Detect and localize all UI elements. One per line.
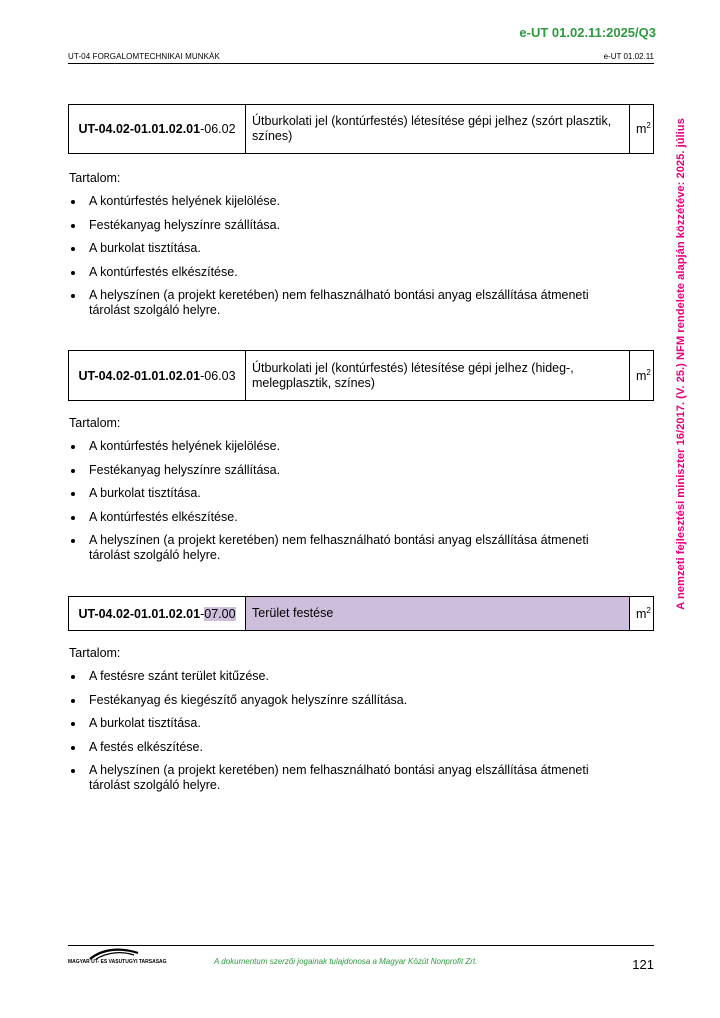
logo-text: MAGYAR UT- ES VASUTUGYI TARSASAG bbox=[68, 959, 167, 965]
list-item: Festékanyag helyszínre szállítása. bbox=[69, 218, 629, 233]
list-item: Festékanyag helyszínre szállítása. bbox=[69, 463, 629, 478]
organization-logo bbox=[68, 947, 167, 969]
list-item: A kontúrfestés helyének kijelölése. bbox=[69, 194, 629, 209]
section-title bbox=[68, 52, 220, 61]
item-code: UT-04.02-01.01.02.01-06.03 bbox=[69, 351, 246, 401]
contents-label: Tartalom: bbox=[69, 171, 121, 185]
list-item: Festékanyag és kiegészítő anyagok helyszínre szállítása. bbox=[69, 693, 629, 708]
list-item: A helyszínen (a projekt keretében) nem felhasználható bontási anyag elszállítása átmeneti tárolást szolgáló helyre. bbox=[69, 763, 629, 793]
item-unit: $m^2$ bbox=[630, 105, 654, 154]
item-table bbox=[68, 350, 654, 401]
publication-note-text: A nemzeti fejlesztési miniszter 16/2017. (V. 25.) NFM rendelete alapján közzétéve: 2025. július bbox=[675, 118, 687, 610]
list-item: A helyszínen (a projekt keretében) nem felhasználható bontási anyag elszállítása átmeneti tárolást szolgáló helyre. bbox=[69, 288, 629, 318]
footer-divider bbox=[68, 945, 654, 946]
list-item: A kontúrfestés elkészítése. bbox=[69, 265, 629, 280]
item-code: UT-04.02-01.01.02.01-07.00 bbox=[69, 597, 246, 631]
list-item: A burkolat tisztítása. bbox=[69, 241, 629, 256]
contents-list bbox=[69, 194, 629, 327]
document-reference: e-UT 01.02.11 bbox=[603, 52, 654, 61]
list-item: A burkolat tisztítása. bbox=[69, 716, 629, 731]
item-table bbox=[68, 596, 654, 631]
document-code: e-UT 01.02.11:2025/Q3 bbox=[519, 25, 656, 40]
contents-label: Tartalom: bbox=[69, 646, 121, 660]
item-unit: $m^2$ bbox=[630, 351, 654, 401]
contents-list bbox=[69, 439, 629, 572]
item-table bbox=[68, 104, 654, 154]
list-item: A festésre szánt terület kitűzése. bbox=[69, 669, 629, 684]
highlighted-code-suffix: 07.00 bbox=[204, 606, 236, 621]
publication-note bbox=[671, 96, 691, 632]
list-item: A kontúrfestés helyének kijelölése. bbox=[69, 439, 629, 454]
list-item: A kontúrfestés elkészítése. bbox=[69, 510, 629, 525]
list-item: A helyszínen (a projekt keretében) nem felhasználható bontási anyag elszállítása átmeneti tárolást szolgáló helyre. bbox=[69, 533, 629, 563]
list-item: A burkolat tisztítása. bbox=[69, 486, 629, 501]
item-unit: $m^2$ bbox=[630, 597, 654, 631]
section-title-smallcaps: ORGALOMTECHNIKAI MUNKÁK bbox=[97, 52, 220, 61]
item-description: Terület festése bbox=[246, 597, 630, 631]
header-divider bbox=[68, 63, 654, 64]
page-number: 121 bbox=[632, 957, 654, 972]
contents-label: Tartalom: bbox=[69, 416, 121, 430]
list-item: A festés elkészítése. bbox=[69, 740, 629, 755]
section-title-prefix: UT-04 F bbox=[68, 52, 98, 61]
item-code: UT-04.02-01.01.02.01-06.02 bbox=[69, 105, 246, 154]
item-description: Útburkolati jel (kontúrfestés) létesítése gépi jelhez (hideg-, melegplasztik, színes) bbox=[246, 351, 630, 401]
contents-list bbox=[69, 669, 629, 802]
item-description: Útburkolati jel (kontúrfestés) létesítése gépi jelhez (szórt plasztik, színes) bbox=[246, 105, 630, 154]
copyright-notice: A dokumentum szerzői jogainak tulajdonosa a Magyar Közút Nonprofit Zrt. bbox=[214, 957, 478, 966]
